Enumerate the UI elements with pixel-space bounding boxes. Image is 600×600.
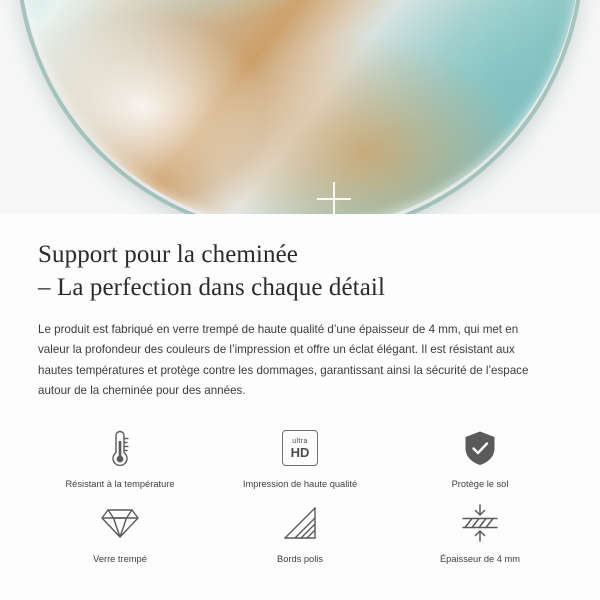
hero-image (0, 0, 600, 214)
page-title-line-1: Support pour la cheminée (38, 241, 298, 268)
round-glass-panel-image (20, 0, 580, 214)
ultra-hd-icon (282, 425, 318, 471)
feature-item-tempered-glass (30, 500, 210, 565)
feature-item-thickness (390, 500, 570, 565)
feature-item-print-quality (210, 425, 390, 490)
feature-label: Verre trempé (93, 554, 147, 565)
shield-check-icon (461, 425, 499, 471)
page-title (38, 238, 562, 304)
feature-item-polished-edges (210, 500, 390, 565)
feature-item-floor-protection (390, 425, 570, 490)
feature-label: Bords polis (277, 554, 323, 565)
thermometer-icon (107, 425, 133, 471)
text-content (0, 214, 600, 401)
ultra-hd-badge-bottom: HD (290, 444, 310, 460)
product-description-text: Le produit est fabriqué en verre trempé de haute qualité d’une épaisseur de 4 mm, qui met en valeur la profondeur des couleurs de l’impression et offre un éclat élégant. Il est résistant aux hautes températures et protège contre les dommages, garantissant ainsi la sécurité de l’espace autour de la cheminée pour des années. (38, 323, 529, 397)
feature-label: Protège le sol (451, 479, 509, 490)
polished-edges-icon (283, 500, 317, 546)
feature-label: Épaisseur de 4 mm (439, 554, 521, 565)
feature-grid (0, 401, 600, 565)
ultra-hd-badge-top: ultra (292, 437, 308, 445)
feature-label: Résistant à la température (65, 479, 175, 490)
diamond-icon (100, 500, 140, 546)
thickness-arrows-icon (459, 500, 501, 546)
page-title-line-2: – La perfection dans chaque détail (38, 274, 385, 301)
feature-item-temperature (30, 425, 210, 490)
feature-label: Impression de haute qualité (242, 479, 358, 490)
